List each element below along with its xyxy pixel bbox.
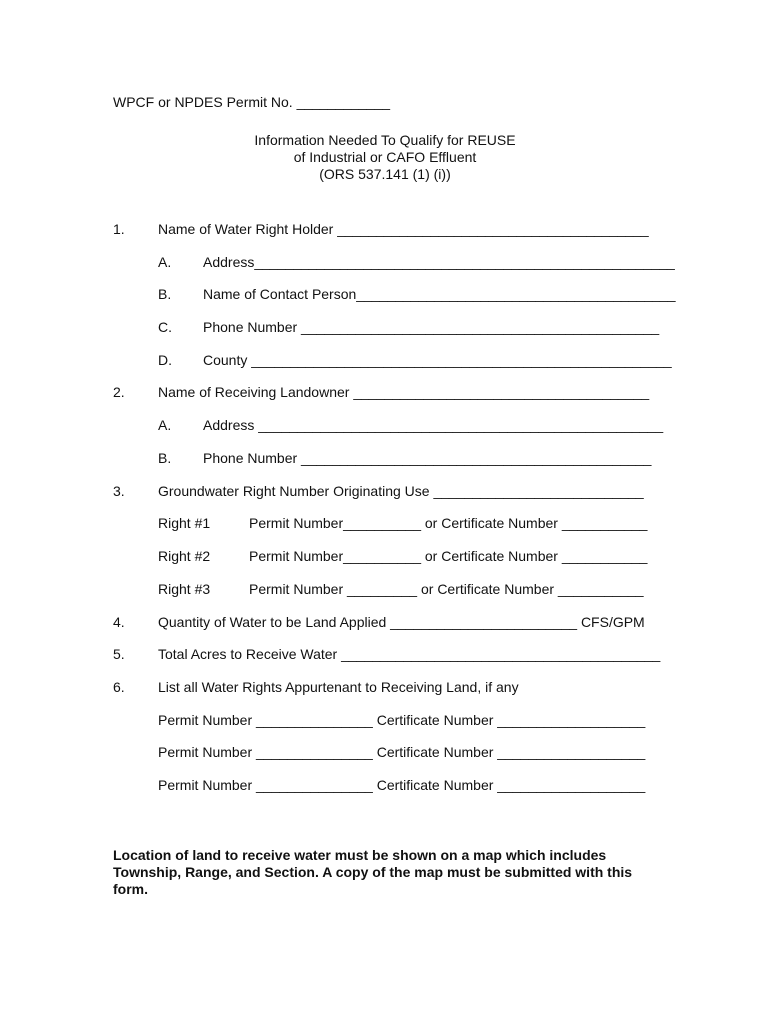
holder-phone-field[interactable]: Phone Number ______________________________________________ (203, 319, 660, 335)
item-1-number: 1. (113, 221, 125, 237)
county-field[interactable]: County ______________________________________________________ (203, 352, 672, 368)
item-6-number: 6. (113, 679, 125, 695)
item-1d-letter: D. (158, 352, 172, 368)
landowner-phone-field[interactable]: Phone Number _____________________________________________ (203, 450, 652, 466)
form-title-line-3: (ORS 537.141 (1) (i)) (319, 166, 451, 182)
right-3-label: Right #3 (158, 581, 211, 597)
right-2-fields[interactable]: Permit Number__________ or Certificate Number ___________ (249, 548, 648, 564)
item-1c-letter: C. (158, 319, 172, 335)
item-1a-letter: A. (158, 254, 172, 270)
item-1b-letter: B. (158, 286, 172, 302)
item-2a-letter: A. (158, 417, 172, 433)
item-2-number: 2. (113, 384, 125, 400)
item-5-number: 5. (113, 646, 125, 662)
contact-person-field[interactable]: Name of Contact Person_________________________________________ (203, 286, 676, 302)
map-requirement-note: Location of land to receive water must be shown on a map which includes Township, Range, and Section. A copy of the map must be submitted with this form. (113, 847, 633, 897)
total-acres-field[interactable]: Total Acres to Receive Water _________________________________________ (158, 646, 661, 662)
form-title-line-2: of Industrial or CAFO Effluent (293, 149, 477, 165)
item-2b-letter: B. (158, 450, 172, 466)
appurtenant-right-row-2[interactable]: Permit Number _______________ Certificate Number ___________________ (158, 744, 646, 760)
groundwater-right-field[interactable]: Groundwater Right Number Originating Use ___________________________ (158, 483, 644, 499)
landowner-address-field[interactable]: Address ____________________________________________________ (203, 417, 664, 433)
appurtenant-right-row-1[interactable]: Permit Number _______________ Certificate Number ___________________ (158, 712, 646, 728)
appurtenant-right-row-3[interactable]: Permit Number _______________ Certificate Number ___________________ (158, 777, 646, 793)
water-right-holder-field[interactable]: Name of Water Right Holder ________________________________________ (158, 221, 649, 237)
item-4-number: 4. (113, 614, 125, 630)
form-title-line-1: Information Needed To Qualify for REUSE (254, 132, 516, 148)
appurtenant-rights-label: List all Water Rights Appurtenant to Receiving Land, if any (158, 679, 519, 695)
water-quantity-field[interactable]: Quantity of Water to be Land Applied ________________________ CFS/GPM (158, 614, 645, 630)
right-1-fields[interactable]: Permit Number__________ or Certificate Number ___________ (249, 515, 648, 531)
right-3-fields[interactable]: Permit Number _________ or Certificate Number ___________ (249, 581, 644, 597)
right-1-label: Right #1 (158, 515, 211, 531)
holder-address-field[interactable]: Address______________________________________________________ (203, 254, 675, 270)
permit-number-line: WPCF or NPDES Permit No. ____________ (113, 94, 391, 110)
item-3-number: 3. (113, 483, 125, 499)
receiving-landowner-field[interactable]: Name of Receiving Landowner ______________________________________ (158, 384, 650, 400)
right-2-label: Right #2 (158, 548, 211, 564)
